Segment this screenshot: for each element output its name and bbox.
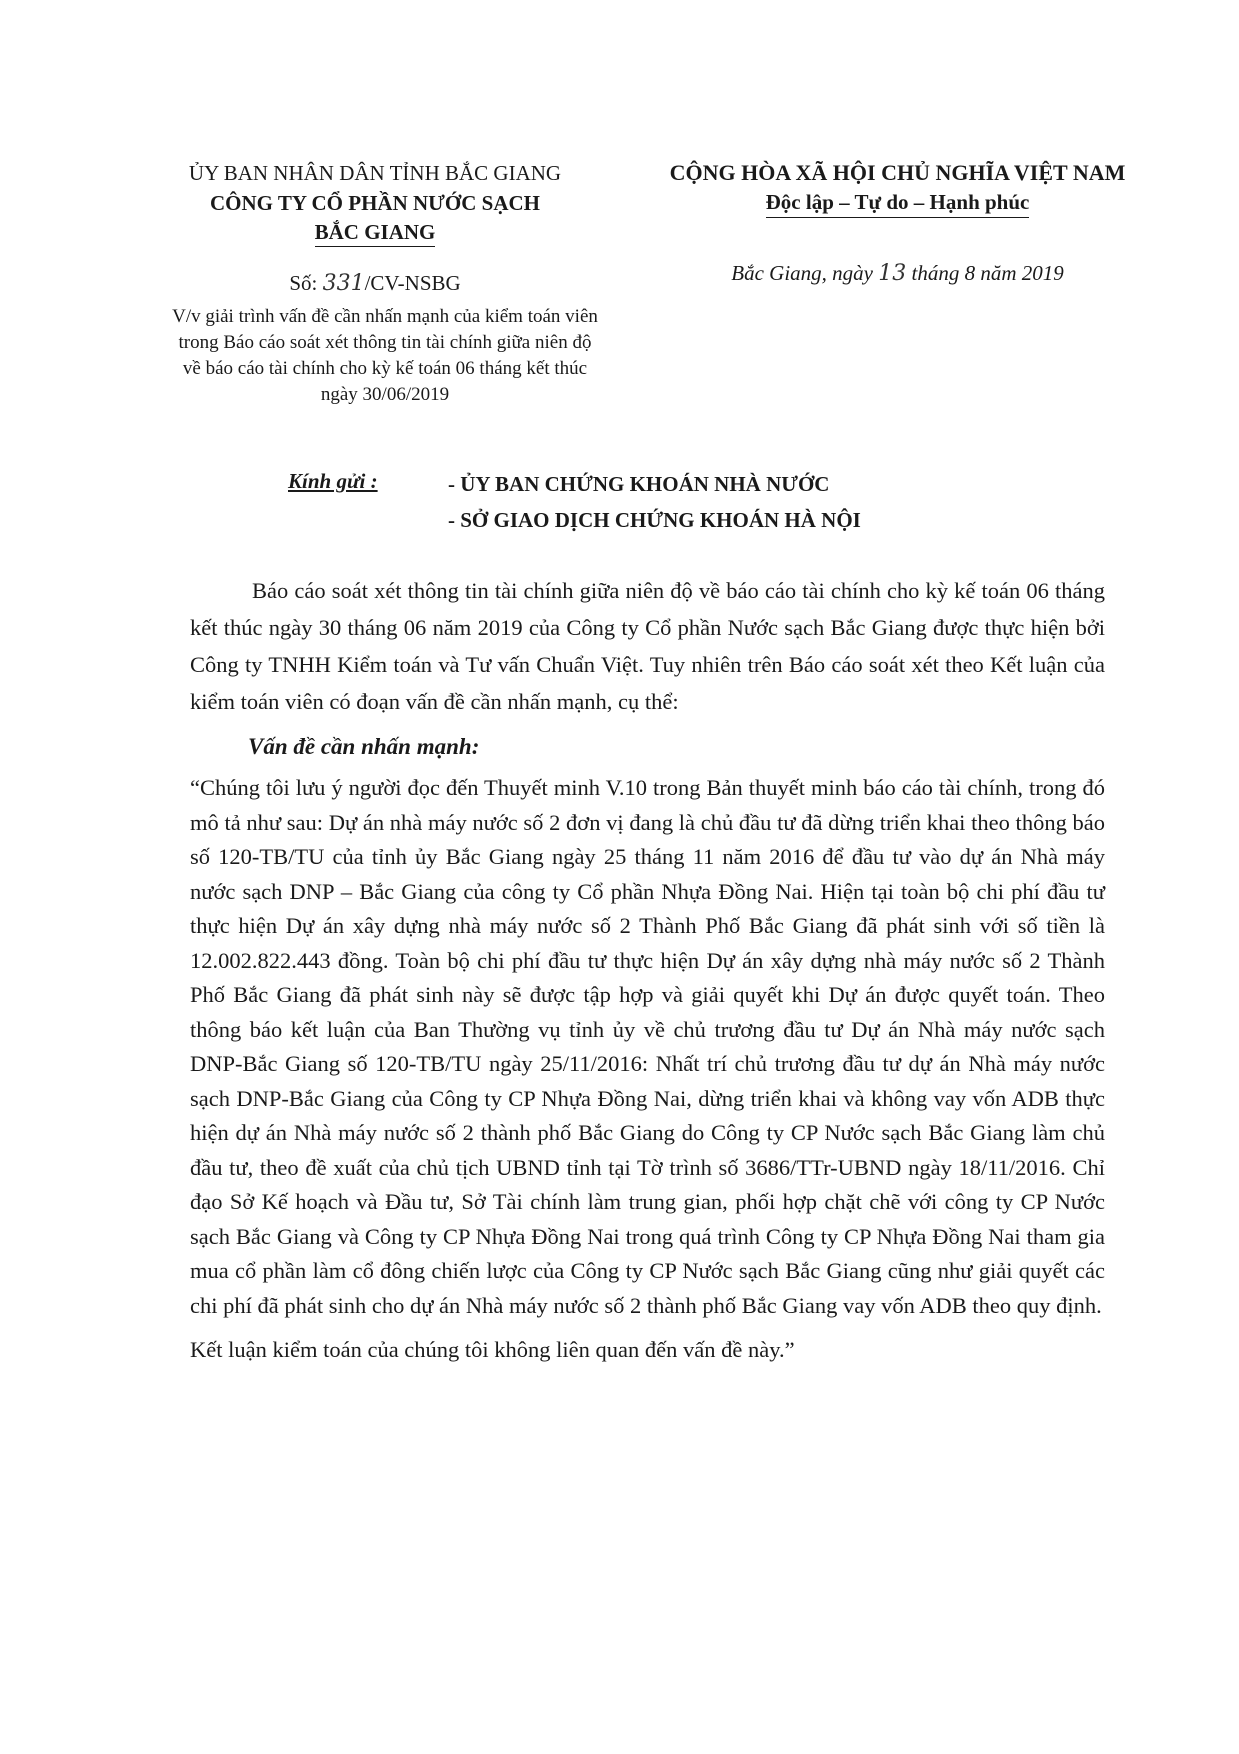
date-line [640, 258, 1155, 289]
letter-body [190, 572, 1105, 1368]
issuer-company-line1: CÔNG TY CỔ PHẦN NƯỚC SẠCH [210, 191, 540, 215]
recipient-item: - ỦY BAN CHỨNG KHOÁN NHÀ NƯỚC [448, 472, 830, 496]
quoted-paragraph: “Chúng tôi lưu ý người đọc đến Thuyết minh V.10 trong Bản thuyết minh báo cáo tài chính, trong đó mô tả như sau: Dự án nhà máy nước số 2 đơn vị đang là chủ đầu tư đã dừng triển khai theo thông báo số 120-TB/TU của tỉnh ủy Bắc Giang ngày 25 tháng 11 năm 2016 để đầu tư vào dự án Nhà máy nước sạch DNP – Bắc Giang của công ty Cổ phần Nhựa Đồng Nai. Hiện tại toàn bộ chi phí đầu tư thực hiện Dự án xây dựng nhà máy nước số 2 Thành Phố Bắc Giang đã phát sinh với số tiền là 12.002.822.443 đồng. Toàn bộ chi phí đầu tư thực hiện Dự án xây dựng nhà máy nước số 2 Thành Phố Bắc Giang đã phát sinh này sẽ được tập hợp và giải quyết khi Dự án được quyết toán. Theo thông báo kết luận của Ban Thường vụ tỉnh ủy về chủ trương đầu tư Dự án Nhà máy nước sạch DNP-Bắc Giang số 120-TB/TU ngày 25/11/2016: Nhất trí chủ trương đầu tư dự án Nhà máy nước sạch DNP-Bắc Giang của Công ty CP Nhựa Đồng Nai, dừng triển khai và không vay vốn ADB thực hiện dự án Nhà máy nước số 2 thành phố Bắc Giang do Công ty CP Nước sạch Bắc Giang làm chủ đầu tư, theo đề xuất của chủ tịch UBND tỉnh tại Tờ trình số 3686/TTr-UBND ngày 18/11/2016. Chỉ đạo Sở Kế hoạch và Đầu tư, Sở Tài chính làm trung gian, phối hợp chặt chẽ với công ty CP Nước sạch Bắc Giang và Công ty CP Nhựa Đồng Nai trong quá trình Công ty CP Nhựa Đồng Nai tham gia mua cổ phần làm cổ đông chiến lược của Công ty CP Nước sạch Bắc Giang cũng như giải quyết các chi phí đã phát sinh cho dự án Nhà máy nước số 2 thành phố Bắc Giang vay vốn ADB theo quy định. [190, 775, 1105, 1318]
recipients-label: Kính gửi : [288, 469, 378, 493]
national-motto: Độc lập – Tự do – Hạnh phúc [766, 188, 1030, 218]
date-day-handwritten: 13 [878, 261, 907, 286]
date-suffix: tháng 8 năm 2019 [906, 261, 1064, 285]
recipients-list [448, 466, 861, 538]
document-number-handwritten: 331 [322, 271, 365, 296]
issuer-agency: ỦY BAN NHÂN DÂN TỈNH BẮC GIANG [188, 161, 562, 185]
conclusion-paragraph: Kết luận kiểm toán của chúng tôi không liên quan đến vấn đề này.” [190, 1337, 795, 1362]
national-header [640, 158, 1155, 218]
issuer-header [150, 158, 600, 247]
document-subject: V/v giải trình vấn đề cần nhấn mạnh của kiểm toán viên trong Báo cáo soát xét thông tin tài chính giữa niên độ về báo cáo tài chính cho kỳ kế toán 06 tháng kết thúc ngày 30/06/2019 [172, 306, 598, 405]
date-prefix: Bắc Giang, ngày [731, 261, 879, 285]
document-number-prefix: Số: [289, 271, 323, 295]
recipient-item: - SỞ GIAO DỊCH CHỨNG KHOÁN HÀ NỘI [448, 508, 861, 532]
section-title: Vấn đề cần nhấn mạnh: [248, 734, 480, 759]
document-number-suffix: /CV-NSBG [364, 271, 461, 295]
intro-paragraph: Báo cáo soát xét thông tin tài chính giữa niên độ về báo cáo tài chính cho kỳ kế toán 06 tháng kết thúc ngày 30 tháng 06 năm 2019 của Công ty Cổ phần Nước sạch Bắc Giang được thực hiện bởi Công ty TNHH Kiểm toán và Tư vấn Chuẩn Việt. Tuy nhiên trên Báo cáo soát xét theo Kết luận của kiểm toán viên có đoạn vấn đề cần nhấn mạnh, cụ thể: [190, 578, 1105, 714]
document-number [150, 268, 600, 299]
national-title: CỘNG HÒA XÃ HỘI CHỦ NGHĨA VIỆT NAM [669, 160, 1126, 185]
issuer-company-line2: BẮC GIANG [315, 218, 436, 247]
